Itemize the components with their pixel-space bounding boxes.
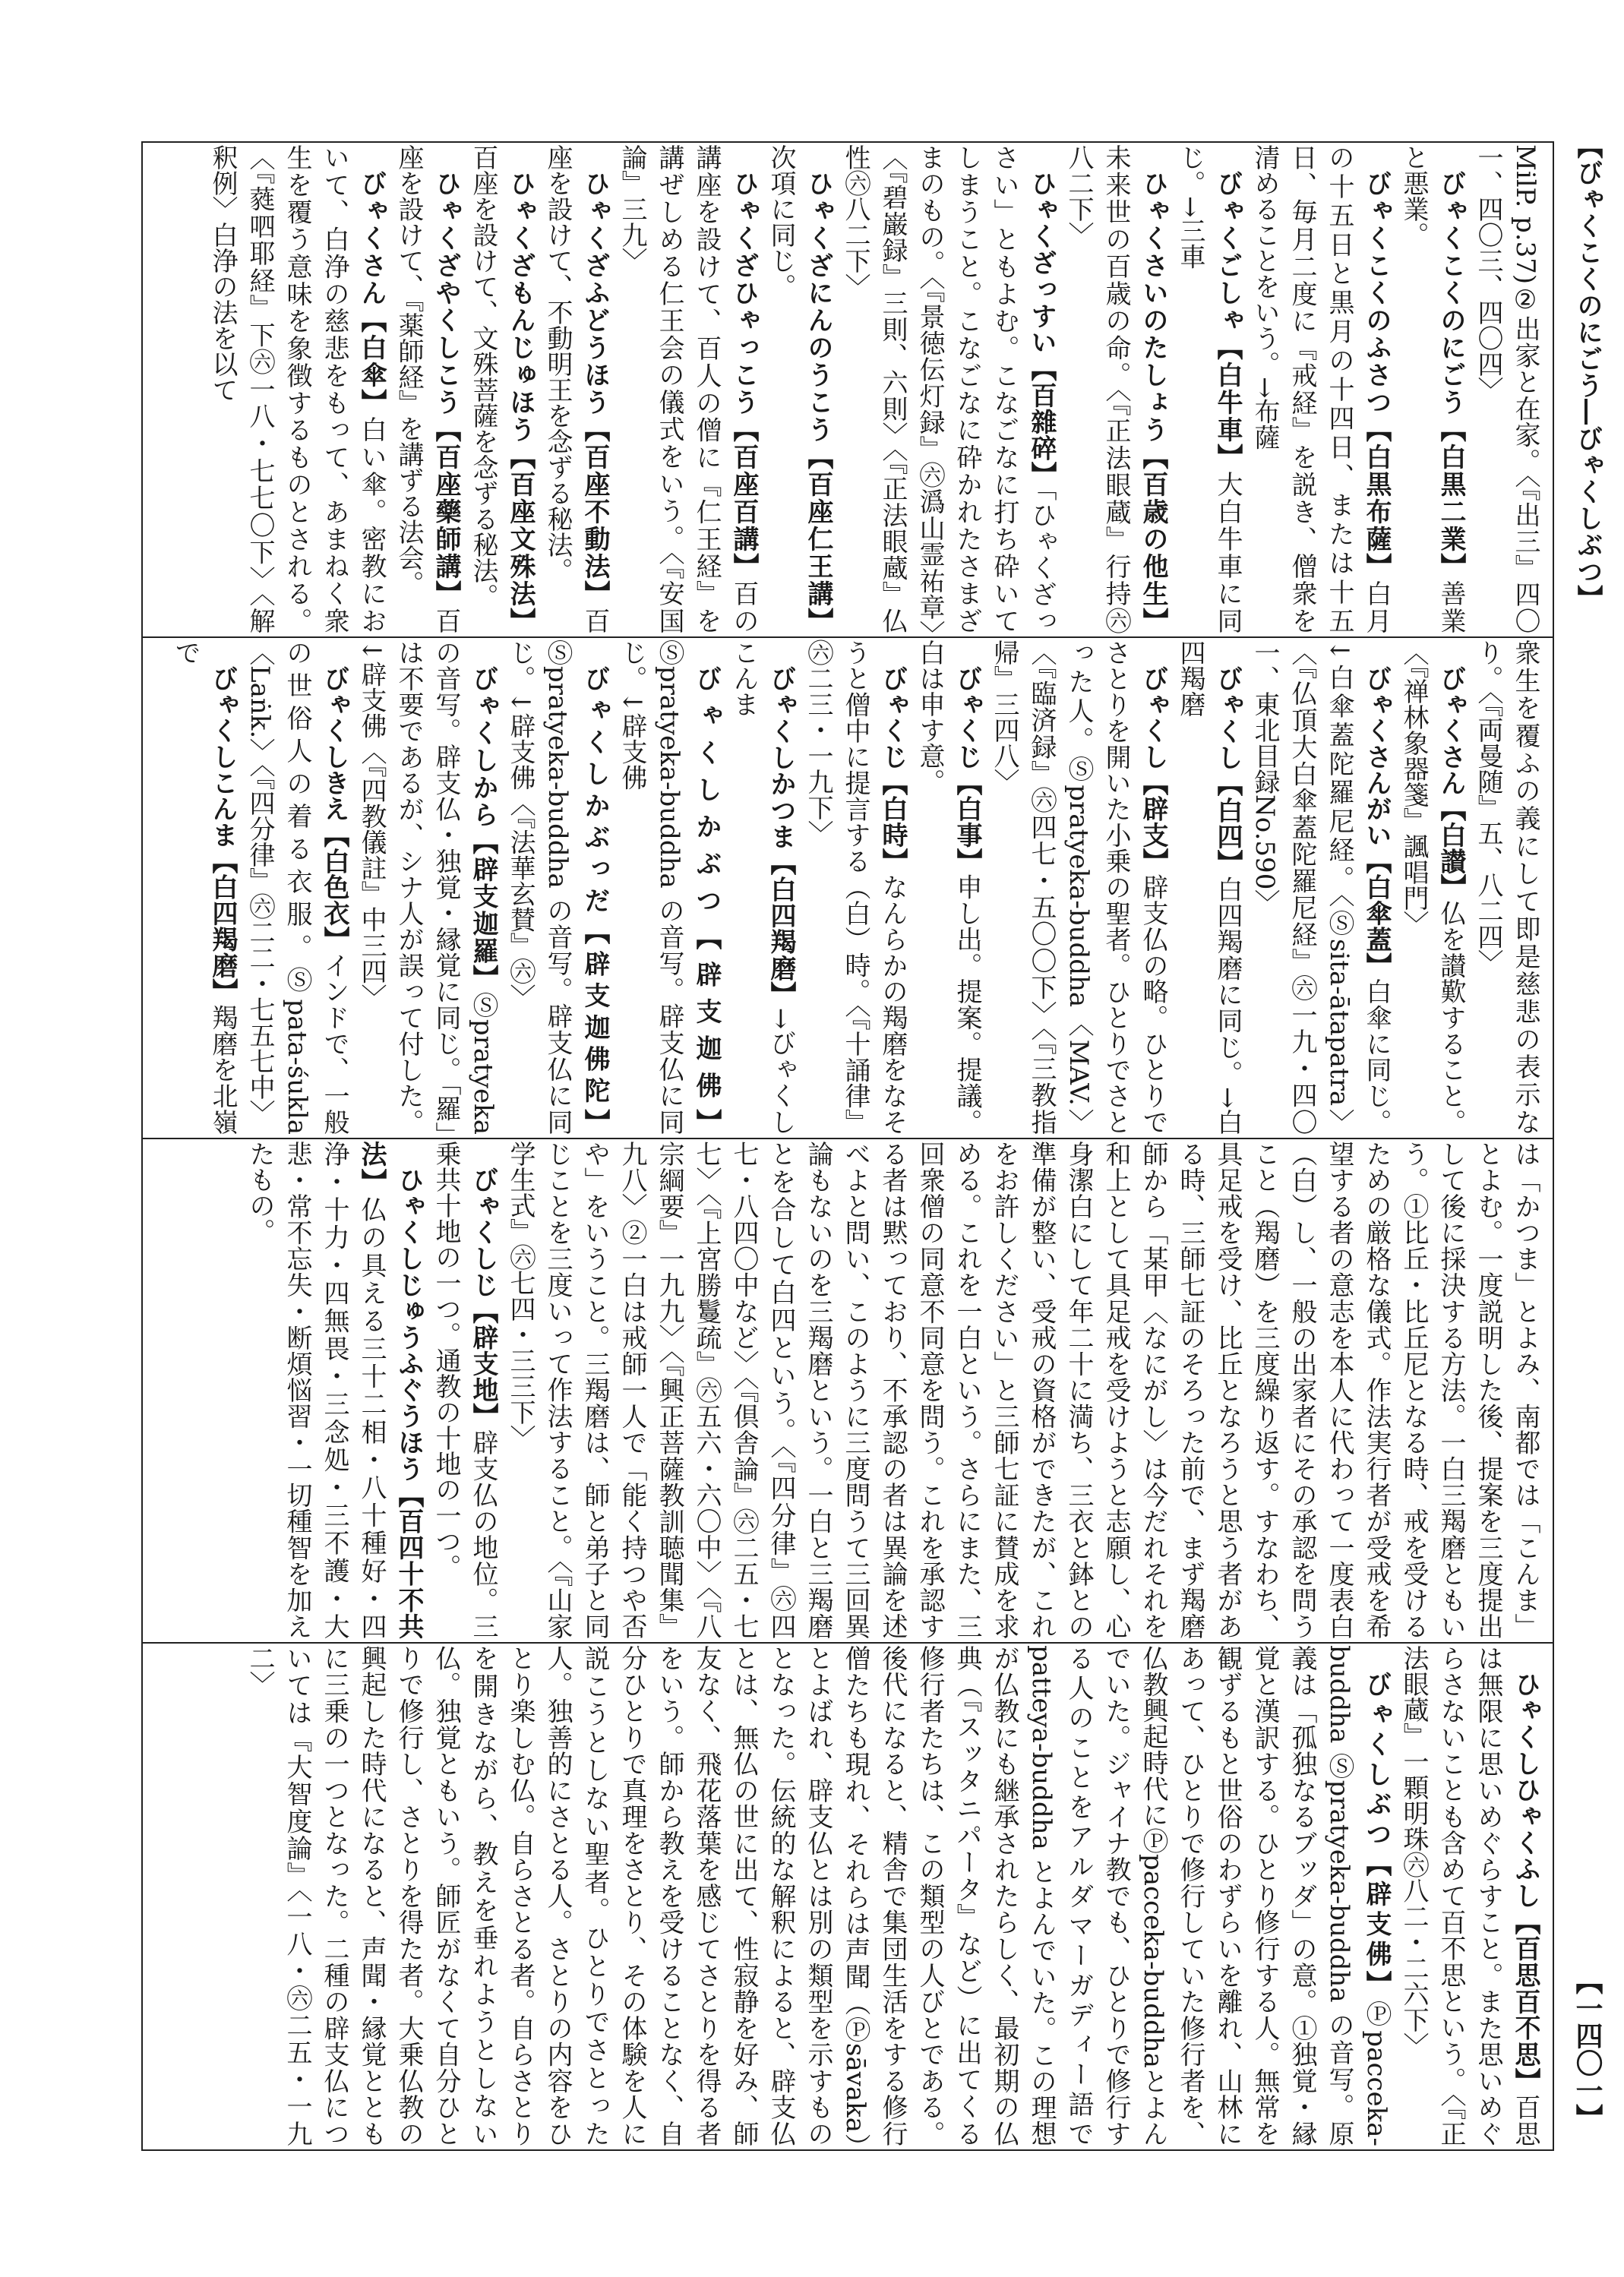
dictionary-entry xyxy=(1395,1645,1543,2146)
dictionary-entry xyxy=(725,640,799,1135)
dictionary-entry xyxy=(501,640,613,1135)
dictionary-entry xyxy=(1246,144,1395,633)
entry-body: 大白牛車に同じ。→三車 xyxy=(1175,144,1243,633)
entry-body: 白い傘。密教において、白浄の慈悲をもって、あまねく衆生を覆う意味を象徴するものとされる。〈『蕤呬耶経』下㊅一八・七七〇下〉〈解釈例〉白浄の法を以て xyxy=(207,144,387,633)
entry-body: は「かつま」とよみ、南都では「こんま」とよむ。一度説明した後、提案を三度提出して後に採決する方法。一白三羯磨ともいう。①比丘・比丘尼となる時、戒を受けるための厳格な儀式。作法実行者が受戒を希望する者の意志を本人に代わって一度表白（白）し、一般の出家者にその承認を問うこと（羯磨）を三度繰り返す。すなわち、具足戒を受け、比丘となろうと思う者がある時、三師七証のそろった前で、まず羯磨師から「某甲〈なにがし〉は今だれそれを和上として具足戒を受けようと志願し、心身潔白にして年二十に満ち、三衣と鉢との準備が整い、受戒の資格ができたが、これをお許しください」と三師七証に賛成を求める。これを一白という。さらにまた、三回衆僧の同意不同意を問う。これを承認する者は黙っており、不承認の者は異論を述べよと問い、このように三度問うて三回異論もないのを三羯磨という。一白と三羯磨とを合して白四という。〈『四分律』㊅四七・八四〇中など〉〈『倶舎論』㊅二五・七七〉〈『上宮勝鬘疏』㊅五六・六〇中〉〈『八宗綱要』一九九〉〈『興正菩薩教訓聴聞集』九八〉②一白は戒師一人で「能く持つや否や」をいうこと。三羯磨は、師と弟子と同じことを三度いって作法すること。〈『山家学生式』㊅七四・三三下〉 xyxy=(505,1141,1540,1639)
entry-headword: びゃくこくのにごう【白黒二業】 xyxy=(1436,170,1466,580)
entry-headword: びゃくじ【白事】 xyxy=(952,665,982,874)
dictionary-entry xyxy=(204,144,390,633)
entry-body: 衆生を覆ふの義にして即是慈悲の表示なり。〈『両曼随』五、八二四〉 xyxy=(1473,640,1540,1135)
entry-headword: びゃくしこんま【白四羯磨】 xyxy=(207,665,238,1005)
running-head: 【びゃくこくのにごう―びゃくしぶつ】 xyxy=(1572,133,1603,611)
tier-1 xyxy=(149,144,1543,633)
tier-rule xyxy=(141,1138,1553,1139)
entry-headword: ひゃくさいのたしょう【百歳の他生】 xyxy=(1138,170,1168,633)
entry-headword: ひゃくざひゃっこう【百座百講】 xyxy=(728,170,759,580)
dictionary-entry xyxy=(539,144,613,633)
dictionary-entry xyxy=(1060,144,1171,633)
entry-headword: びゃくしきえ【白色衣】 xyxy=(319,665,349,952)
dictionary-entry xyxy=(613,640,725,1135)
entry-headword: びゃくし【白四】 xyxy=(1212,665,1243,876)
dictionary-entry xyxy=(352,640,501,1135)
dictionary-entry xyxy=(1395,144,1469,633)
dictionary-entry xyxy=(464,144,539,633)
entry-body: Ⓢpratyeka-buddha の音写。辟支仏に同じ。↓辟支佛 xyxy=(617,640,684,1135)
entry-body: Ⓟpacceka-buddha Ⓢpratyeka-buddha の音写。原義は「孤独なるブッダ」の意。①独覚・縁覚と漢訳する。ひとり修行する人。無常を観ずるもと世俗のわずらいを離れ、山林にあって、ひとりで修行していた修行者を、仏教興起時代にⓅpacceka-buddhaとよんでいた。ジャイナ教でも、ひとりで修行する人のことをアルダマーガディー語で patteya-buddha とよんでいた。この理想が仏教にも継承されたらしく、最初期の仏典（『スッタニパータ』など）に出てくる修行者たちは、この類型の人びとである。後代になると、精舎で集団生活をする修行僧たちも現れ、それらは声聞（Ⓟsāvaka）とよばれ、辟支仏とは別の類型を示すものとなった。伝統的な解釈によると、辟支仏とは、無仏の世に出て、性寂静を好み、師友なく、飛花落葉を感じてさとりを得る者をいう。師から教えを受けることなく、自分ひとりで真理をさとり、その体験を人に説こうとしない聖者。ひとりでさとった人。独善的にさとる人。さとりの内容をひとり楽しむ仏。自らさとる者。自らさとりを開きながら、教えを垂れようとしない仏。独覚ともいう。師匠がなくて自分ひとりで修行し、さとりを得た者。大乗仏教の興起した時代になると、声聞・縁覚とともに三乗の一つとなった。二種の辟支仏については『大智度論』〈一八・㊅二五・一九二〉 xyxy=(245,1645,1392,2146)
entry-headword: びゃくしかつま【白四羯磨】 xyxy=(766,665,796,1008)
dictionary-entry xyxy=(911,640,985,1135)
dictionary-entry xyxy=(427,1141,501,1639)
entry-body: インドで、一般の世俗人の着る衣服。Ⓢpata-śukla〈Laṅk.〉〈『四分律』㊅二二・七五七中〉 xyxy=(245,640,349,1135)
entry-headword: ひゃくざっすい【百雜碎】 xyxy=(1026,170,1057,488)
dictionary-entry xyxy=(241,1645,1395,2146)
entry-headword: びゃくし【辟支】 xyxy=(1138,665,1168,874)
entry-headword: ひゃくしひゃくふし【百思百不思】 xyxy=(1510,1671,1540,2095)
dictionary-entry xyxy=(241,1141,427,1639)
entry-body: 百思は無限に思いめぐらすこと。また思いめぐらさないことも含めて百不思という。〈『正法眼蔵』一顆明珠㊅八二・二六下〉 xyxy=(1398,1645,1540,2146)
entry-body: 羯磨を北嶺で xyxy=(170,640,238,1135)
entry-body: 百座を設けて、不動明王を念ずる秘法。 xyxy=(542,144,610,633)
dictionary-entry xyxy=(985,640,1171,1135)
dictionary-entry xyxy=(836,144,1060,633)
dictionary-entry xyxy=(613,144,762,633)
entry-headword: びゃくこくのふさつ【白黒布薩】 xyxy=(1361,170,1392,580)
entry-body: なんらかの羯磨をなそうと僧中に提言する（白）時。〈『十誦律』㊅二三・一九下〉 xyxy=(803,640,908,1135)
entry-headword: びゃくしから【辟支迦羅】 xyxy=(468,665,498,993)
dictionary-entry xyxy=(1171,144,1246,633)
entry-headword: びゃくしぶつ【辟支佛】 xyxy=(1361,1671,1392,2001)
entry-body: 未来世の百歳の命。〈『正法眼蔵』行持㊅八二下〉 xyxy=(1063,144,1131,633)
entry-body: MilP. p.37)②出家と在家。〈『出三』四〇一、四〇三、四〇四〉 xyxy=(1473,144,1540,633)
entry-body: 辟支仏の略。ひとりでさとりを開いた小乗の聖者。ひとりでさとった人。Ⓢpratyeka-buddha〈MAV.〉〈『臨済録』㊅四七・五〇〇下〉〈『三教指帰』三四八〉 xyxy=(989,640,1168,1135)
entry-body: Ⓢpratyeka-buddha の音写。辟支仏に同じ。↓辟支佛〈『法華玄賛』㊅〉 xyxy=(505,640,573,1135)
dictionary-entry xyxy=(390,144,464,633)
entry-headword: ひゃくしじゅうふぐうほう【百四十不共法】 xyxy=(356,1141,424,1639)
entry-body: Ⓢpratyeka の音写。辟支仏・独覚・縁覚に同じ。「羅」は不要であるが、シナ人が誤って付した。↓辟支佛〈『四教儀註』中三四〉 xyxy=(356,640,498,1135)
entry-body: →びゃくしこんま xyxy=(728,640,796,1135)
tier-3 xyxy=(149,1141,1543,1639)
entry-body: 辟支仏の地位。三乗共十地の一つ。通教の十地の一つ。 xyxy=(431,1141,498,1639)
entry-body: 仏の具える三十二相・八十種好・四浄・十力・四無畏・三念処・三不護・大悲・常不忘失・断煩悩習・一切種智を加えたもの。 xyxy=(245,1141,387,1639)
tier-rule xyxy=(141,636,1553,638)
entry-headword: びゃくさん【白傘】 xyxy=(356,170,387,416)
entry-headword: びゃくじ【白時】 xyxy=(877,665,908,874)
entry-body: 仏を讃歎すること。〈『禅林象器箋』諷唱門〉 xyxy=(1398,640,1466,1135)
entry-headword: びゃくさんがい【白傘蓋】 xyxy=(1361,665,1392,979)
entry-headword: びゃくごしゃ【白牛車】 xyxy=(1212,170,1243,471)
entry-body: 善業と悪業。 xyxy=(1398,144,1466,633)
dictionary-entry xyxy=(166,640,241,1135)
entry-body: 百座を設けて、文殊菩薩を念ずる秘法。 xyxy=(468,144,498,609)
entry-headword: びゃくしかぶつ【辟支迦佛】 xyxy=(691,665,722,1135)
entry-body: 「ひゃくざっさい」ともよむ。こなごなに打ち砕いてしまうこと。こなごなに砕かれたさまざまのもの。〈『景徳伝灯録』㊅潙山霊祐章〉〈『碧巌録』三則、六則〉〈『正法眼蔵』仏性㊅八二下〉 xyxy=(840,144,1057,633)
tier-4 xyxy=(149,1645,1543,2146)
entry-continuation xyxy=(501,1141,1543,1639)
entry-headword: ひゃくざにんのうこう【百座仁王講】 xyxy=(803,170,833,633)
tier-rule xyxy=(141,141,1553,143)
tier-rule xyxy=(141,1642,1553,1644)
entry-body: 白月の十五日と黒月の十四日、または十五日、毎月二度に『戒経』を説き、僧衆を清めることをいう。→布薩 xyxy=(1250,144,1392,633)
dictionary-entry xyxy=(1246,640,1395,1135)
entry-headword: ひゃくざふどうほう【百座不動法】 xyxy=(580,170,610,608)
entry-headword: ひゃくざやくしこう【百座藥師講】 xyxy=(431,170,461,608)
entry-body: 百座を設けて、『薬師経』を講ずる法会。 xyxy=(393,144,461,633)
entry-headword: びゃくしじ【辟支地】 xyxy=(468,1167,498,1429)
tier-2 xyxy=(149,640,1543,1135)
dictionary-entry xyxy=(762,144,836,633)
dictionary-entry xyxy=(1171,640,1246,1135)
entry-headword: びゃくしかぶっだ【辟支迦佛陀】 xyxy=(580,665,610,1135)
page-number: 【一四〇一】 xyxy=(1572,1967,1603,2131)
dictionary-entry xyxy=(241,640,352,1135)
entry-continuation xyxy=(1469,144,1543,633)
entry-body: 白四羯磨に同じ。→白四羯磨 xyxy=(1175,640,1243,1135)
entry-body: 白傘に同じ。↓白傘蓋陀羅尼経。〈Ⓢsita-ātapatra〉〈『仏頂大白傘蓋陀羅尼経』㊅一九・四〇一、東北目録No.590〉 xyxy=(1250,640,1392,1135)
entry-continuation xyxy=(1469,640,1543,1135)
dictionary-entry xyxy=(1395,640,1469,1135)
entry-body: 申し出。提案。提議。白は申す意。 xyxy=(915,640,982,1135)
entry-headword: びゃくさん【白讃】 xyxy=(1436,665,1466,901)
entry-headword: ひゃくざもんじゅほう【百座文殊法】 xyxy=(505,170,536,633)
entry-body: 次項に同じ。 xyxy=(766,144,796,299)
dictionary-entry xyxy=(799,640,911,1135)
entry-body: 百の講座を設けて、百人の僧に『仁王経』を講ぜしめる仁王会の儀式をいう。〈『安国論』三九〉 xyxy=(617,144,759,633)
